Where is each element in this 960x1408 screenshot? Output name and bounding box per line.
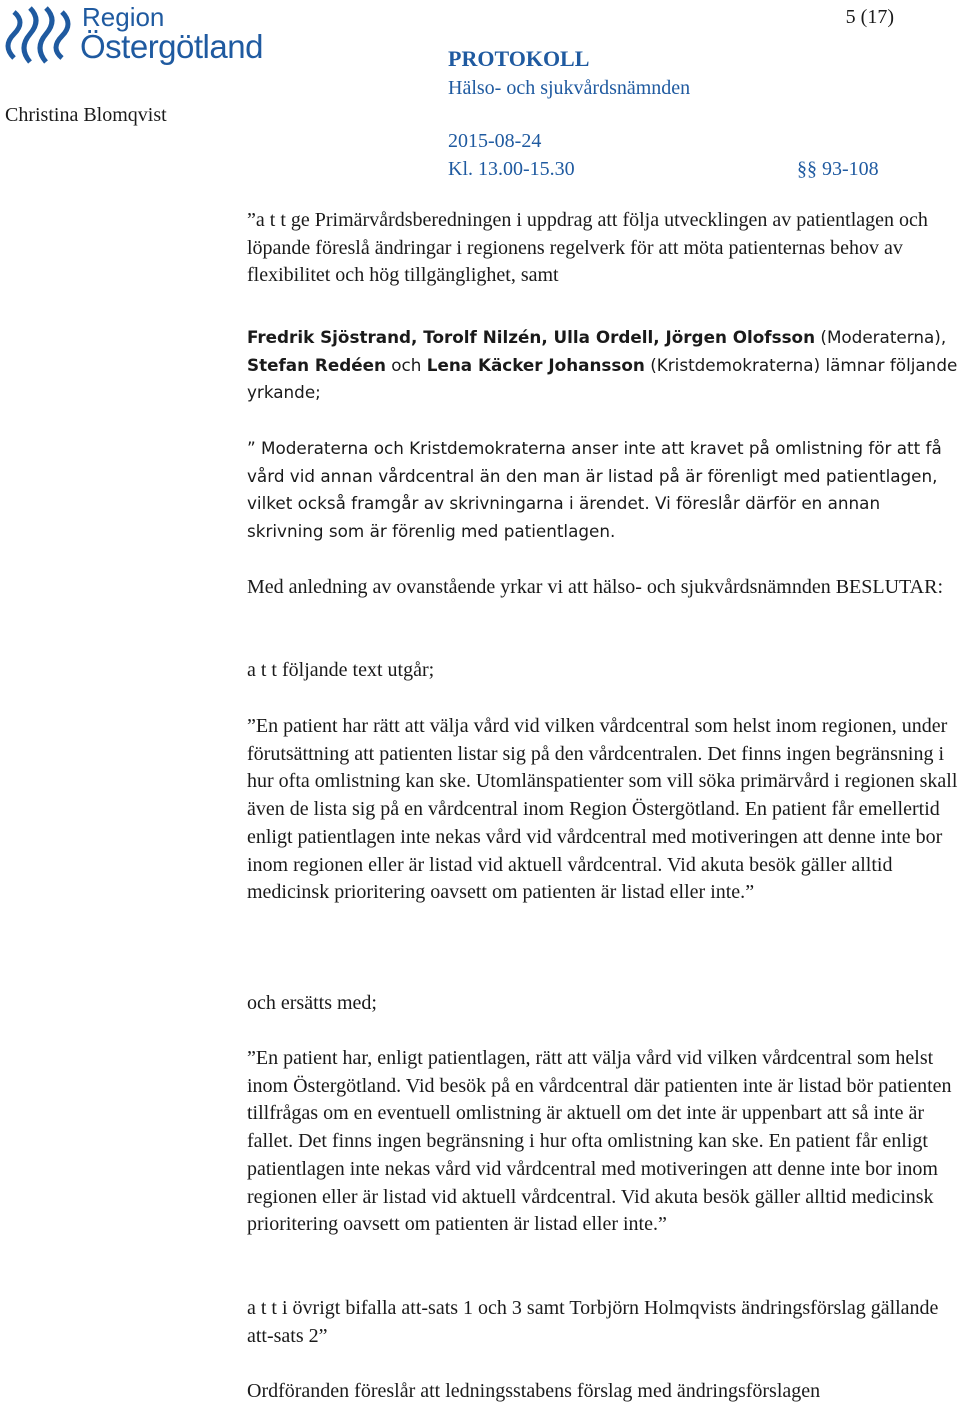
paragraph-ordforanden xyxy=(247,1378,959,1406)
logo-text-region: Region xyxy=(82,2,165,32)
paragraph-ovrigt-text: a t t i övrigt bifalla att-sats 1 och 3 samt Torbjörn Holmqvists ändringsförslag gällande att-sats 2 xyxy=(247,1297,939,1347)
paragraph-text-utgar-text: a t t följande text utgår; xyxy=(247,659,435,681)
paragraph-att-ge: ”a t t ge Primärvårdsberedningen i uppdrag att följa utvecklingen av patientlagen och löpande föreslå ändringar i regionens regelverk för att möta patienternas behov av flexibilitet och hög tillgänglighet, samt xyxy=(247,209,928,287)
paragraph-med-anledning xyxy=(247,574,959,602)
paragraph-att-ge-text: a t t ge Primärvårdsberedningen i uppdrag att följa utvecklingen av patientlagen och löpande föreslå ändringar i regionens regelverk för att möta patienternas behov av flexibilitet och hög tillgänglighet, samt xyxy=(247,209,928,287)
paragraph-med-anledning-text: Med anledning av ovanstående yrkar vi att hälso- och sjukvårdsnämnden BESLUTAR: xyxy=(247,576,944,598)
paragraph-ovrigt: a t t i övrigt bifalla att-sats 1 och 3 samt Torbjörn Holmqvists ändringsförslag gällande att-sats 2” xyxy=(247,1297,939,1347)
paragraph-ersatts-text: och ersätts med; xyxy=(247,992,377,1014)
region-logo xyxy=(4,2,274,70)
paragraph-yrkande-text: Moderaterna och Kristdemokraterna anser inte att kravet på omlistning för att få vård vid annan vårdcentral än den man är listad på är förenligt med patientlagen, vilket också framgår av skrivningarna i ärendet. Vi föreslår därför en annan skrivning som är förenlig med patientlagen. xyxy=(247,438,942,542)
party-kristdemokraterna: (Kristdemokraterna) lämnar följande yrkande; xyxy=(247,354,958,403)
paragraph-yrkande-intro xyxy=(247,324,959,407)
quote-removed-text: ”En patient har rätt att välja vård vid vilken vårdcentral som helst inom regionen, under förutsättning att patienten listar sig på den vårdcentralen. Det finns ingen begränsning i hur ofta omlistning kan ske. Utomlänspatienter som vill söka primärvård i regionen skall även de lista sig på en vårdcentral inom Region Östergötland. En patient får emellertid enligt patientlagen inte nekas vård vid vårdcentral med motiveringen att denne inte bor inom regionen eller är listad vid aktuell vårdcentral. Vid akuta besök gäller alltid medicinsk prioritering oavsett om patienten är listad eller inte.” xyxy=(247,715,958,904)
conjunction: och xyxy=(385,354,427,375)
committee-name: Hälso- och sjukvårdsnämnden xyxy=(448,77,691,99)
paragraph-text-utgar xyxy=(247,657,959,685)
meeting-time: Kl. 13.00-15.30 xyxy=(448,158,575,180)
meeting-date: 2015-08-24 xyxy=(448,130,542,152)
quote-new-text-body: En patient har, enligt patientlagen, rätt att välja vård vid vilken vårdcentral som helst inom Östergötland. Vid besök på en vårdcentral där patienten inte är listad bör patienten tillfrågas om en eventuell omlistning är aktuell om det inte är uppenbart att så inte är fallet. Det finns ingen begränsning i hur ofta omlistning kan ske. En patient får enligt patientlagen inte nekas vård vid vårdcentral med motiveringen att denne inte bor inom regionen eller är listad vid aktuell vårdcentral. Vid akuta besök gäller alltid medicinsk prioritering oavsett om patienten är listad eller inte. xyxy=(247,1047,952,1236)
paragraph-yrkande: ” Moderaterna och Kristdemokraterna anser inte att kravet på omlistning för att få vård vid annan vårdcentral än den man är listad på är förenligt med patientlagen, vilket också framgår av skrivningarna i ärendet. Vi föreslår därför en annan skrivning som är förenlig med patientlagen. xyxy=(247,438,942,542)
logo-text-ostergotland: Östergötland xyxy=(80,28,263,65)
page-number: 5 (17) xyxy=(845,6,894,28)
name-kacker: Lena Käcker Johansson xyxy=(426,354,645,375)
paragraph-ersatts xyxy=(247,990,959,1018)
quote-new-text: ”En patient har, enligt patientlagen, rätt att välja vård vid vilken vårdcentral som helst inom Östergötland. Vid besök på en vårdcentral där patienten inte är listad bör patienten tillfrågas om en eventuell omlistning är aktuell om det inte är uppenbart att så inte är fallet. Det finns ingen begränsning i hur ofta omlistning kan ske. En patient får enligt patientlagen inte nekas vård vid vårdcentral med motiveringen att denne inte bor inom regionen eller är listad vid aktuell vårdcentral. Vid akuta besök gäller alltid medicinsk prioritering oavsett om patienten är listad eller inte.” xyxy=(247,1047,952,1236)
quote-removed-text-body: En patient har rätt att välja vård vid vilken vårdcentral som helst inom regionen, under förutsättning att patienten listar sig på den vårdcentralen. Det finns ingen begränsning i hur ofta omlistning kan ske. Utomlänspatienter som vill söka primärvård i regionen skall även de lista sig på en vårdcentral inom Region Östergötland. En patient får emellertid enligt patientlagen inte nekas vård vid vårdcentral med motiveringen att denne inte bor inom regionen eller är listad vid aktuell vårdcentral. Vid akuta besök gäller alltid medicinsk prioritering oavsett om patienten är listad eller inte. xyxy=(247,715,958,904)
paragraph-range: §§ 93-108 xyxy=(797,158,879,180)
name-redeen: Stefan Redéen xyxy=(247,354,386,375)
names-moderaterna: Fredrik Sjöstrand, Torolf Nilzén, Ulla Ordell, Jörgen Olofsson xyxy=(247,327,816,347)
author-name: Christina Blomqvist xyxy=(5,104,167,126)
document-type: PROTOKOLL xyxy=(448,46,590,71)
party-moderaterna: (Moderaterna), xyxy=(820,327,947,347)
logo-emblem-icon xyxy=(4,2,74,68)
paragraph-ordforanden-text: Ordföranden föreslår att ledningsstabens förslag med ändringsförslagen xyxy=(247,1380,821,1402)
